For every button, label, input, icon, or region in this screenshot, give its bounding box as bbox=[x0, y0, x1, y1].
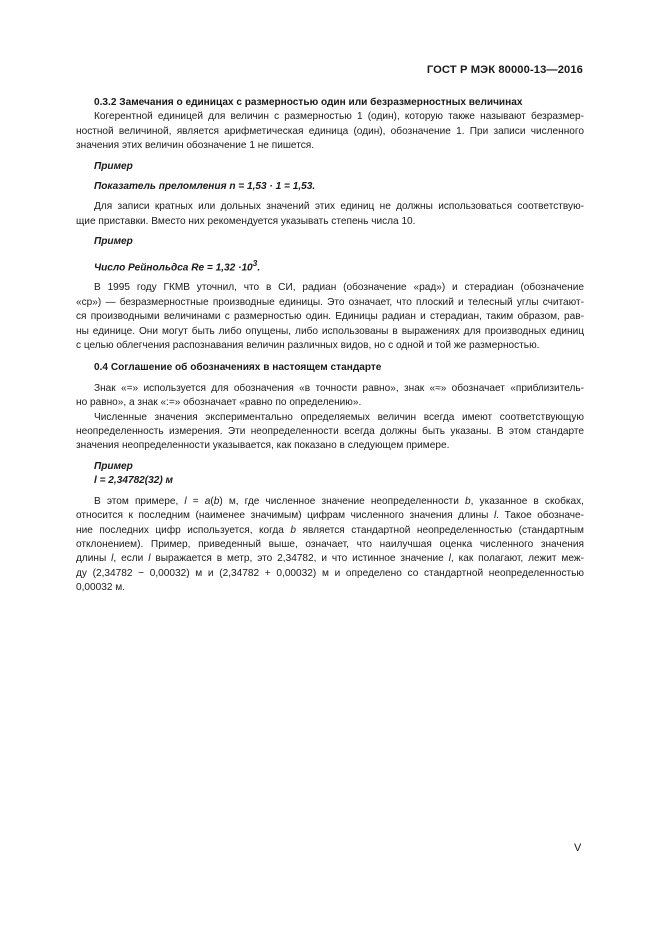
paragraph-line: «ср») — безразмерностные производные единицы. Это означает, что плоский и телесный углы считают- bbox=[76, 296, 584, 308]
section-heading-0-3-2: 0.3.2 Замечания о единицах с размерностью один или безразмерностных величинах bbox=[94, 97, 523, 108]
paragraph-line: но равно», а знак «:=» обозначает «равно по определению». bbox=[76, 397, 362, 409]
example-label: Пример bbox=[94, 160, 133, 172]
paragraph-line: неопределенность измерения. Эти неопределенности всегда должны быть указаны. В этом стандарте bbox=[76, 426, 584, 438]
paragraph-line: отклонением). Пример, приведенный выше, означает, что наилучшая оценка численного значения bbox=[76, 538, 584, 550]
paragraph-line: ся производными величинами с размерностью один. Единицы радиан и стерадиан, таким образом, рав- bbox=[76, 311, 584, 323]
section-heading-0-4: 0.4 Соглашение об обозначениях в настоящем стандарте bbox=[94, 362, 382, 374]
paragraph-line: ду (2,34782 − 0,00032) м и (2,34782 + 0,00032) м и определено со стандартной неопределенностью bbox=[76, 567, 584, 579]
paragraph-line: Знак «=» используется для обозначения «в точности равно», знак «≈» обозначает «приблизитель- bbox=[94, 382, 584, 394]
example-reynolds-number: Число Рейнольдса $Re = 1,32 \cdot 10^3$. bbox=[94, 257, 261, 274]
paragraph-line: ние последних цифр используется, когда b является стандартной неопределенностью (стандартным bbox=[76, 524, 584, 536]
paragraph-line: значения этих величин обозначение 1 не пишется. bbox=[76, 140, 315, 152]
paragraph-line: Численные значения экспериментально определяемых величин всегда имеют соответствующую bbox=[94, 411, 584, 423]
paragraph-line: длины l, если l выражается в метр, это 2,34782, и что истинное значение l, как полагают, лежит меж- bbox=[76, 553, 584, 565]
example-refractive-index: Показатель преломления n = 1,53 · 1 = 1,53. bbox=[94, 181, 316, 193]
example-label: Пример bbox=[94, 236, 133, 248]
paragraph-line: В этом примере, l = a(b) м, где численное значение неопределенности b, указанное в скобках, bbox=[94, 495, 584, 507]
document-body bbox=[76, 96, 584, 596]
document-id-header: ГОСТ Р МЭК 80000-13—2016 bbox=[426, 64, 583, 76]
paragraph-line: 0,00032 м. bbox=[76, 582, 126, 594]
paragraph-line: В 1995 году ГКМВ уточнил, что в СИ, радиан (обозначение «рад») и стерадиан (обозначение bbox=[94, 282, 584, 294]
paragraph-line: Для записи кратных или дольных значений этих единиц не должны использоваться соответствую- bbox=[94, 201, 584, 213]
paragraph-line: Когерентной единицей для величин с размерностью 1 (один), которую также называют безразмер- bbox=[94, 111, 584, 123]
paragraph-line: относится к последним (наименее значимым) цифрам численного значения длины l. Такое обозначе- bbox=[76, 510, 584, 522]
paragraph-line: значения неопределенности указывается, как показано в следующем примере. bbox=[76, 440, 450, 452]
paragraph-line: щие приставки. Вместо них рекомендуется указывать степень числа 10. bbox=[76, 215, 416, 227]
paragraph-line: ностной величиной, является арифметическая единица (один), обозначение 1. При записи численного bbox=[76, 125, 584, 137]
paragraph-line: ны единице. Они могут быть либо опущены, либо использованы в выражениях для производных единиц bbox=[76, 325, 584, 337]
example-label: Пример bbox=[94, 460, 133, 472]
example-length-value: l = 2,34782(32) м bbox=[94, 475, 174, 487]
paragraph-line: с целью облегчения распознавания величин различных видов, но с одной и той же размерностью. bbox=[76, 340, 540, 352]
page-number: V bbox=[574, 842, 582, 854]
